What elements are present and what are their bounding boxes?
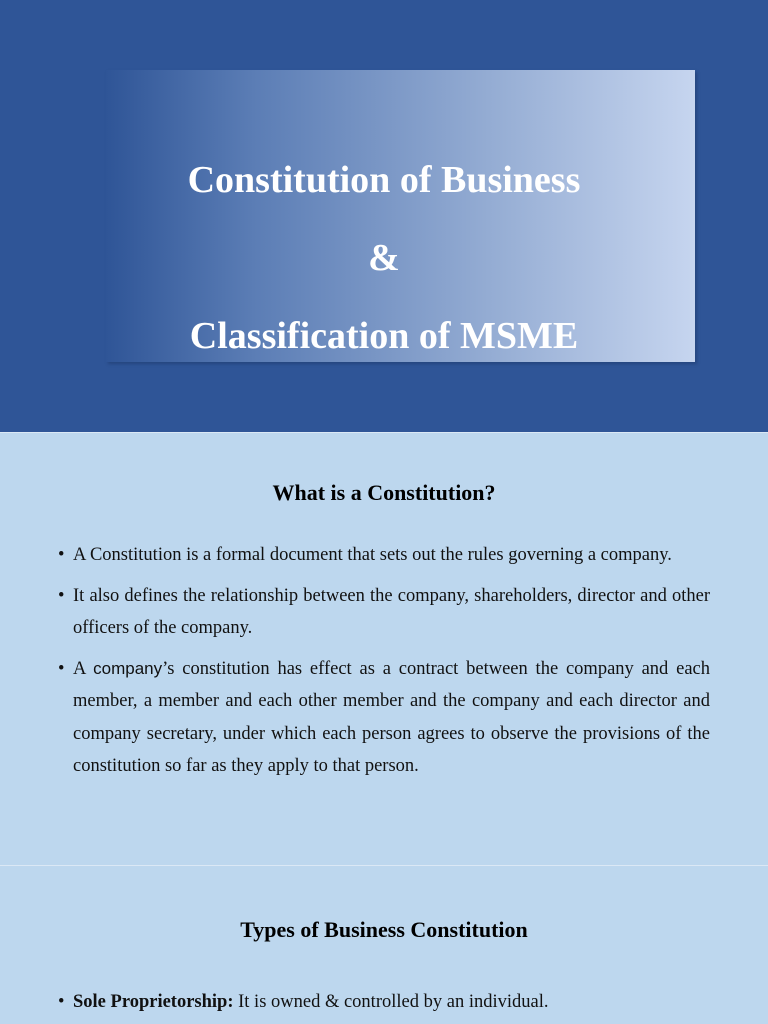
title-slide <box>0 0 768 432</box>
bullet-item <box>58 580 710 645</box>
bullet-text: It also defines the relationship between the company, shareholders, director and other officers of the company. <box>73 585 710 638</box>
title-line-1: Constitution of Business <box>187 159 581 201</box>
bullet-label: Sole Proprietorship: <box>73 992 234 1012</box>
title-ampersand: & <box>368 237 400 279</box>
slide-heading: What is a Constitution? <box>272 480 496 505</box>
title-line-3: Classification of MSME <box>189 315 579 357</box>
types-slide <box>0 866 768 1024</box>
bullet-company-word: company <box>93 658 163 678</box>
bullet-icon: • <box>58 658 65 679</box>
bullet-list <box>58 986 710 1024</box>
bullet-prefix: A <box>73 658 94 679</box>
bullet-item <box>58 986 710 1019</box>
bullet-icon: • <box>58 992 65 1012</box>
bullet-icon: • <box>58 545 65 565</box>
bullet-text: ’s constitution has effect as a contract between the company and each member, a member and each other member and the company and each director and company secretary, under which each person agrees to observe the provisions of the constitution so far as they apply to that person. <box>73 658 710 776</box>
slide-heading: Types of Business Constitution <box>240 917 528 942</box>
bullet-item <box>58 539 710 572</box>
bullet-icon: • <box>58 585 65 606</box>
constitution-slide <box>0 433 768 865</box>
bullet-text: It is owned & controlled by an individual. <box>233 992 549 1012</box>
bullet-text: A Constitution is a formal document that sets out the rules governing a company. <box>73 545 672 565</box>
bullet-item <box>58 653 710 783</box>
bullet-list <box>58 539 710 791</box>
